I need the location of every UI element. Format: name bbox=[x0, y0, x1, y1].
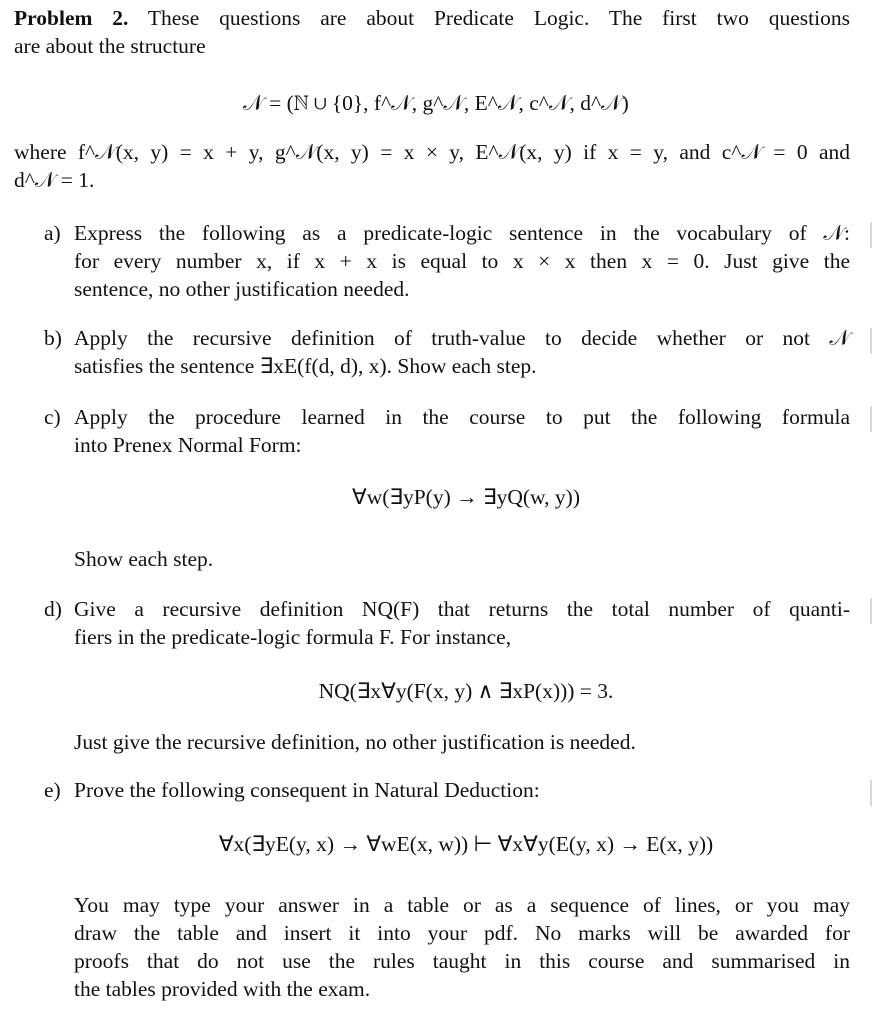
part-e-para-line-4: the tables provided with the exam. bbox=[74, 977, 371, 1001]
part-c-formula: ∀w(∃yP(y) → ∃yQ(w, y)) bbox=[352, 485, 580, 509]
part-a-label: a) bbox=[44, 221, 61, 245]
part-e-formula: ∀x(∃yE(y, x) → ∀wE(x, w)) ⊢ ∀x∀y(E(y, x) → E(x, y)) bbox=[218, 832, 714, 856]
part-c-line-2: into Prenex Normal Form: bbox=[74, 433, 302, 457]
part-e-label: e) bbox=[44, 778, 61, 802]
part-c-label: c) bbox=[44, 405, 61, 429]
part-c-after: Show each step. bbox=[74, 547, 214, 571]
part-d-label: d) bbox=[44, 597, 62, 621]
part-e-line-1: Prove the following consequent in Natural Deduction: bbox=[74, 778, 540, 802]
part-a-line-3: sentence, no other justification needed. bbox=[74, 277, 410, 301]
part-a-line-2: for every number x, if x + x is equal to x × x then x = 0. Just give the bbox=[74, 249, 850, 273]
part-c-line-1: Apply the procedure learned in the course to put the following formula bbox=[74, 405, 850, 429]
problem-heading: Problem 2. bbox=[14, 6, 129, 30]
part-e-para-line-1: You may type your answer in a table or as a sequence of lines, or you may bbox=[74, 893, 850, 917]
part-e-para-line-3: proofs that do not use the rules taught in this course and summarised in bbox=[74, 949, 850, 973]
part-b-label: b) bbox=[44, 326, 62, 350]
intro-line-1 bbox=[14, 4, 850, 32]
part-d-after: Just give the recursive definition, no other justification is needed. bbox=[74, 730, 636, 754]
part-b-line-2: satisfies the sentence ∃xE(f(d, d), x). Show each step. bbox=[74, 354, 537, 378]
part-e-para-line-2: draw the table and insert it into your pdf. No marks will be awarded for bbox=[74, 921, 850, 945]
where-line-2: d^𝒩 = 1. bbox=[14, 168, 95, 192]
where-line-1: where f^𝒩(x, y) = x + y, g^𝒩(x, y) = x × y, E^𝒩(x, y) if x = y, and c^𝒩 = 0 and bbox=[14, 140, 850, 164]
part-d-formula: NQ(∃x∀y(F(x, y) ∧ ∃xP(x))) = 3. bbox=[318, 679, 614, 703]
intro-line-2: are about the structure bbox=[14, 34, 206, 58]
part-d-line-1: Give a recursive definition NQ(F) that returns the total number of quanti- bbox=[74, 597, 850, 621]
part-d-line-2: fiers in the predicate-logic formula F. For instance, bbox=[74, 625, 512, 649]
part-b-line-1: Apply the recursive definition of truth-value to decide whether or not 𝒩 bbox=[74, 326, 850, 350]
part-a-line-1: Express the following as a predicate-logic sentence in the vocabulary of 𝒩: bbox=[74, 221, 850, 245]
intro-text: These questions are about Predicate Logic. The first two questions bbox=[147, 6, 850, 30]
structure-formula: 𝒩 = (ℕ ∪ {0}, f^𝒩, g^𝒩, E^𝒩, c^𝒩, d^𝒩) bbox=[243, 91, 629, 115]
